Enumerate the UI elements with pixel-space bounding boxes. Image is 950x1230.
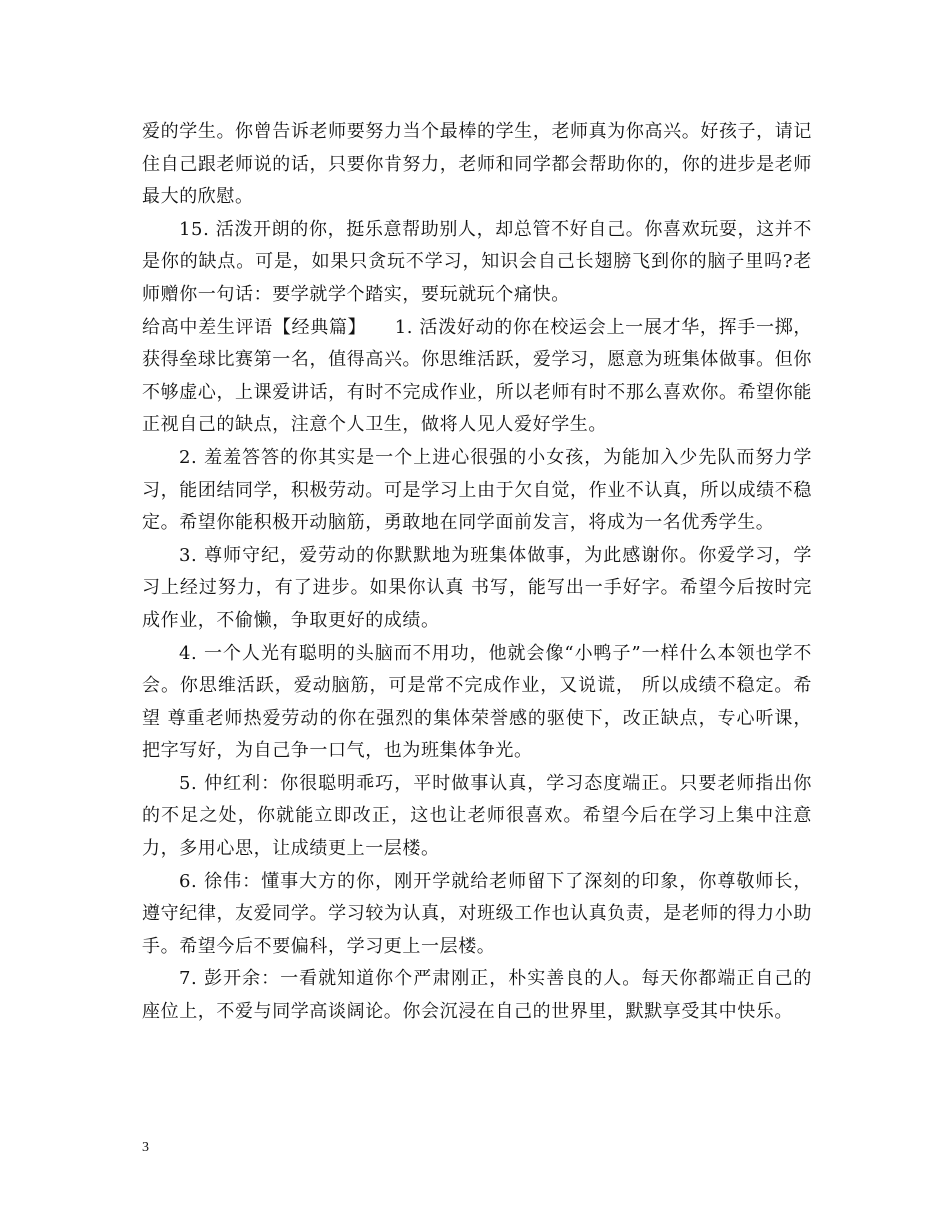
page-number: 3 [142, 1140, 149, 1155]
paragraph-continuation: 爱的学生。你曾告诉老师要努力当个最棒的学生，老师真为你高兴。好孩子，请记住自己跟老师说的话，只要你肯努力，老师和同学都会帮助你的，你的进步是老师最大的欣慰。 [142, 121, 812, 208]
paragraph-item-2: 2. 羞羞答答的你其实是一个上进心很强的小女孩，为能加入少先队而努力学习，能团结同学，积极劳动。可是学习上由于欠自觉，作业不认真，所以成绩不稳定。希望你能积极开动脑筋，勇敢地在同学面前发言，将成为一名优秀学生。 [142, 446, 812, 534]
paragraph-item-5: 5. 仲红利：你很聪明乖巧，平时做事认真，学习态度端正。只要老师指出你的不足之处，你就能立即改正，这也让老师很喜欢。希望今后在学习上集中注意力，多用心思，让成绩更上一层楼。 [142, 772, 812, 860]
paragraph-item-6: 6. 徐伟：懂事大方的你，刚开学就给老师留下了深刻的印象，你尊敬师长，遵守纪律，友爱同学。学习较为认真，对班级工作也认真负责，是老师的得力小助手。希望今后不要偏科，学习更上一层楼。 [142, 870, 812, 957]
paragraph-item-7: 7. 彭开余：一看就知道你个严肃刚正，朴实善良的人。每天你都端正自己的座位上，不爱与同学高谈阔论。你会沉浸在自己的世界里，默默享受其中快乐。 [142, 968, 812, 1023]
paragraph-section-heading-item-1: 给高中差生评语【经典篇】 1. 活泼好动的你在校运会上一展才华，挥手一掷，获得垒球比赛第一名，值得高兴。你思维活跃，爱学习，愿意为班集体做事。但你不够虚心，上课爱讲话，有时不完成作业，所以老师有时不那么喜欢你。希望你能正视自己的缺点，注意个人卫生，做将人见人爱好学生。 [142, 316, 812, 436]
paragraph-item-15: 15. 活泼开朗的你，挺乐意帮助别人，却总管不好自己。你喜欢玩耍，这并不是你的缺点。可是，如果只贪玩不学习，知识会自己长翅膀飞到你的脑子里吗?老师赠你一句话：要学就学个踏实，要玩就玩个痛快。 [142, 218, 812, 305]
document-body [142, 116, 812, 1029]
paragraph-item-4: 4. 一个人光有聪明的头脑而不用功，他就会像“小鸭子”一样什么本领也学不会。你思维活跃，爱动脑筋，可是常不完成作业，又说谎， 所以成绩不稳定。希望 尊重老师热爱劳动的你在强烈的集体荣誉感的驱使下，改正缺点，专心听课，把字写好，为自己争一口气，也为班集体争光。 [142, 642, 812, 762]
paragraph-item-3: 3. 尊师守纪，爱劳动的你默默地为班集体做事，为此感谢你。你爱学习，学习上经过努力，有了进步。如果你认真 书写，能写出一手好字。希望今后按时完成作业，不偷懒，争取更好的成绩。 [142, 544, 812, 631]
